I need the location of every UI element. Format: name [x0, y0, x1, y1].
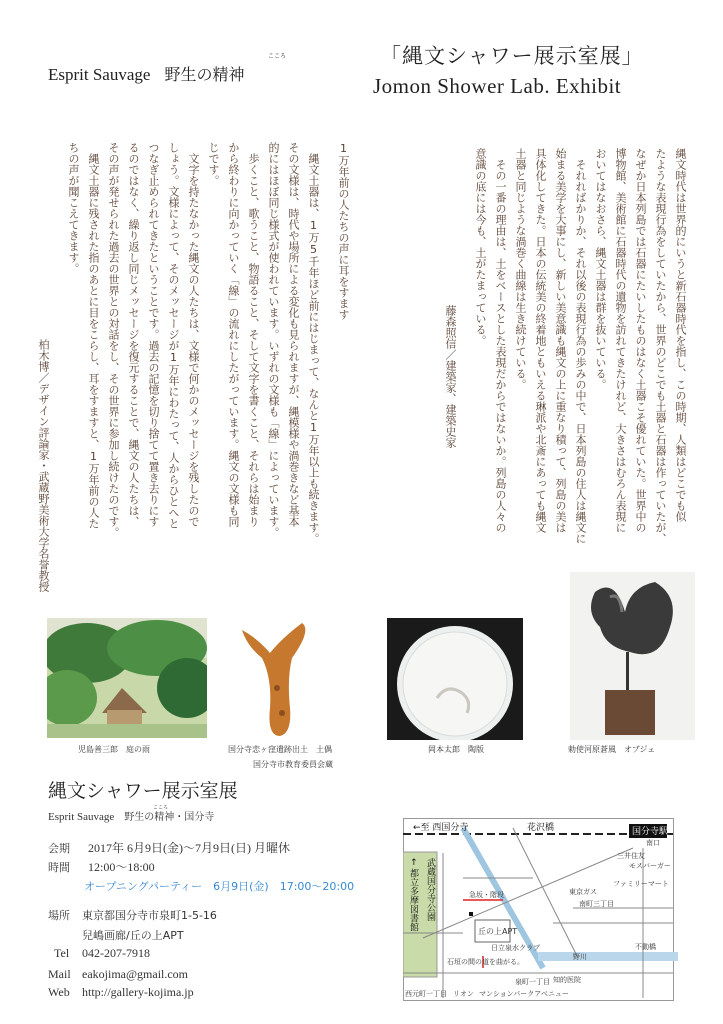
photo-caption-3: 岡本太郎 陶版	[428, 745, 484, 754]
essay-line: 始まる美学を大事にし、新しい美意識も縄文の上に重なり積って、列島の美は	[554, 148, 567, 533]
info-subtitle-jp: 野生の精神・国分寺	[124, 812, 215, 823]
essay-line: その文様は、時代や場所による変化も見られますが、縄模様や渦巻きなど基本	[287, 142, 300, 527]
photo-caption-2: 国分寺恋ヶ窪遺跡出土 土偶	[228, 745, 332, 754]
photo-ceramic-plate	[387, 618, 523, 740]
essay-line: 土器と同じような渦巻く曲線は生き続けている。	[514, 148, 527, 390]
address: 東京都国分寺市泉町1-5-16	[82, 909, 217, 922]
essay-line: 具体化してきた。日本の伝統美の終着地ともいえる琳派や北斎にあっても縄文	[534, 148, 547, 533]
mail-label: Mail	[48, 967, 71, 981]
info-time	[48, 858, 155, 875]
map-label-signal-1: 南町三丁目	[579, 900, 614, 908]
map-label-to-west: ←至 西国分寺	[413, 823, 469, 833]
period-label: 会期	[48, 842, 70, 855]
web-label: Web	[48, 985, 70, 999]
opening-party: オープニングパーティー 6月9日(金) 17:00〜20:00	[84, 880, 355, 893]
photo-caption-1: 児島善三郎 庭の雨	[78, 745, 150, 754]
map-label-stone-wall: 石垣の間の道を曲がる。	[447, 958, 524, 966]
info-subtitle-en: Esprit Sauvage	[48, 811, 115, 823]
photo-sculpture-object	[570, 572, 695, 740]
essay-line: たような表現行為をしていたから、世界のどこでも土器と石器は作っていたが、	[654, 148, 667, 544]
essay-signature: 柏木博／デザイン評論家・武蔵野美術大学名誉教授	[37, 339, 50, 592]
photo-caption-4: 勅使河原蒼風 オブジェ	[568, 745, 656, 754]
essay-line: その一番の理由は、土をベースとした表現だからではないか。列島の人々の	[494, 148, 507, 533]
map-label-park: 武蔵国分寺公園	[425, 858, 435, 921]
exhibit-title-en: Jomon Shower Lab. Exhibit	[373, 74, 622, 98]
map-label-landmark: リオン	[453, 990, 474, 998]
essay-signature: 藤森照信／建築家、建築史家	[444, 305, 457, 448]
essay-line: 文字を持たなかった縄文の人たちは、文様で何かのメッセージを残したので	[187, 142, 200, 527]
essay-line: おいてはなおさら、縄文土器は群を抜いている。	[594, 148, 607, 390]
essay-title: 1万年前の人たちの声に耳をすます	[337, 142, 350, 320]
map-label-station: 国分寺駅	[632, 827, 669, 837]
map-label-venue: 丘の上APT	[478, 927, 518, 936]
essay-line: つなぎ止められてきたということです。過去の記憶を切り捨てて置き去りにす	[147, 142, 160, 527]
map-label-landmark: 不動橋	[635, 943, 656, 951]
mail-link[interactable]: eakojima@gmail.com	[82, 967, 189, 981]
map-label-landmark: 知的医院	[553, 976, 581, 984]
map-label-landmark: マンションパークアベニュー	[479, 990, 569, 998]
web-link[interactable]: http://gallery-kojima.jp	[82, 985, 194, 999]
essay-line: なぜか日本列島では石器にたいしたものはなく土器こそ優れていた。世界中の	[634, 148, 647, 533]
map-river-nogawa	[538, 952, 678, 961]
map-label-south-exit: 南口	[646, 839, 660, 847]
tel-label: Tel	[54, 946, 70, 960]
map-label-library: ← 都立多摩図書館	[408, 858, 418, 932]
exhibit-title-jp: 「縄文シャワー展示室展」	[380, 44, 644, 68]
ruby-annotation: こころ	[268, 53, 287, 60]
essay-line: それればかりか、それ以後の表現行為の歩みの中で、日本列島の住人は縄文に	[574, 148, 587, 544]
essay-line: じです。	[207, 142, 220, 186]
map-label-river: 野川	[573, 953, 587, 961]
info-ruby: こころ	[153, 805, 169, 811]
essay-line: 意識の底には今も、土がたまっている。	[474, 148, 487, 346]
time-value: 12:00〜18:00	[88, 860, 155, 874]
venue-name: 兒嶋画廊/丘の上APT	[82, 929, 184, 942]
map-label-landmark: 東京ガス	[569, 888, 597, 896]
info-subtitle	[48, 808, 214, 823]
map-label-landmark: 三井住友	[617, 852, 645, 860]
info-period	[48, 839, 290, 856]
photo-dogu-figure	[232, 618, 324, 740]
essay-kashiwagi	[33, 142, 353, 592]
photo-painting-garden-rain	[47, 618, 207, 738]
info-title: 縄文シャワー展示室展	[48, 780, 238, 802]
tel-value[interactable]: 042-207-7918	[82, 946, 150, 960]
essay-line: ちの声が聞こえてきます。	[67, 142, 80, 274]
header-subtitle	[48, 62, 244, 85]
place-label: 場所	[48, 909, 70, 922]
subtitle-jp: 野生の精神	[164, 65, 245, 84]
period-value: 2017年 6月9日(金)〜7月9日(日) 月曜休	[88, 841, 290, 855]
subtitle-en: Esprit Sauvage	[48, 65, 151, 84]
map-label-landmark: モスバーガー	[629, 862, 671, 870]
essay-fujimori	[440, 148, 690, 544]
info-place	[48, 907, 217, 923]
access-map	[403, 818, 678, 1003]
essay-line: 縄文土器に残された指のあとに目をこらし、耳をすますと、1万年前の人た	[87, 142, 100, 529]
photo-caption-2b: 国分寺市教育委員会蔵	[253, 760, 333, 769]
essay-line: その声が発せられた過去の世界との対話をし、その世界に参加し続けたのです。	[107, 142, 120, 538]
essay-line: 的にはほぼ同じ様式が使われています。いずれの文様も「線」によっています。	[267, 142, 280, 538]
essay-line: 歩くこと、歌うこと、物語ること、そして文字を書くこと、それらは始まり	[247, 142, 260, 527]
essay-line: から終わりに向かっていく「線」の流れにしたがっています。縄文の文様も同	[227, 142, 240, 527]
time-label: 時間	[48, 861, 70, 874]
map-label-signal-3: 西元町一丁目	[405, 990, 447, 998]
map-label-stairs: 急坂・階段	[469, 891, 504, 899]
map-label-landmark: 日立泉水クラブ	[491, 944, 540, 952]
essay-line: 縄文土器は、1万5千年ほど前にはじまって、なんと1万年以上も続きます。	[307, 142, 320, 544]
essay-line: 博物館、美術館に石器時代の遺物を訪れてきたけれど、大きさはむろん表現に	[614, 148, 627, 533]
essay-line: 縄文時代は世界的にいうと新石器時代を指し、この時期、人類はどこでも似	[674, 148, 687, 522]
essay-line: るのではなく、繰り返し同じメッセージを復元することで、縄文の人たちは、	[127, 142, 140, 527]
map-label-signal-2: 泉町一丁目	[515, 978, 550, 986]
map-label-landmark: ファミリーマート	[613, 880, 669, 888]
map-label-bridge: 花沢橋	[527, 823, 555, 833]
essay-line: しょう。文様によって、そのメッセージが1万年にわたって、人からひとへと	[167, 142, 180, 529]
